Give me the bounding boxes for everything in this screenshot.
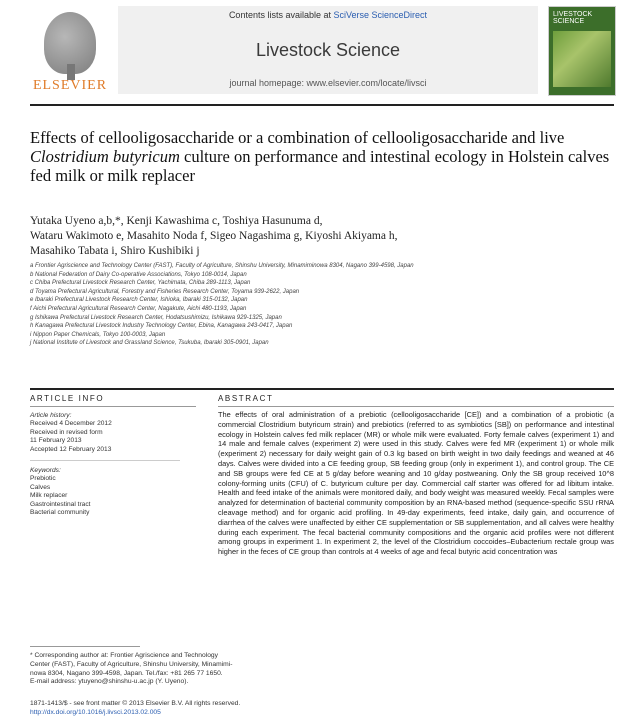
affiliation-item: b National Federation of Dairy Co-operative Associations, Tokyo 108-0014, Japan xyxy=(30,271,247,278)
cover-photo xyxy=(553,31,611,87)
keyword-item: Bacterial community xyxy=(30,509,90,517)
history-item: Received in revised form xyxy=(30,428,103,436)
affiliation-item: f Aichi Prefectural Agricultural Research Center, Nagakute, Aichi 480-1193, Japan xyxy=(30,305,247,312)
abstract-rule xyxy=(218,406,614,407)
affiliation-item: i Nippon Paper Chemicals, Tokyo 100-0003, Japan xyxy=(30,331,166,338)
affiliation-list xyxy=(30,262,614,348)
affiliation-item: a Frontier Agriscience and Technology Center (FAST), Faculty of Agriculture, Shinshu University, Minamiminowa 8304, Nagano 399-4598, Japan xyxy=(30,263,414,269)
email-address[interactable]: E-mail address: ytuyeno@shinshu-u.ac.jp (Y. Uyeno). xyxy=(30,678,189,686)
journal-name: Livestock Science xyxy=(255,40,401,60)
abstract-text: The effects of oral administration of a prebiotic (cellooligosaccharide [CE]) and a combination of a probiotic (a commercial Clostridium butyricum strain) and prebiotics (referred to as symbiotics [SB]) on performance and intestinal ecology in Holstein calves fed milk replacer (MR) or whole milk were evaluated. Forty female calves (experiment 1) and 14 male and female calves (experiment 2) were used in this study. Calves were fed MR (experiment 1) or whole milk (experiment 2) necessary for daily weight gain of 0.3 kg based on birth weight in two daily feedings and weaned at 46 days. Calves were divided into a CE feeding group, SB feeding group (only in experiment 1), and control group. The CE and SB groups were fed CE at 5 g/day before weaning and 10 g/day postweaning. Only the SB group received 10^8 colony-forming units (CFU) of C. butyricum culture per day. Commercial calf starter was offered for ad libitum intake. Health and feed intake of the animals were monitored daily, and body weight was measured weekly. Fecal samples were analyzed for determination of bacterial community composition by an RNA-based method (sequence-specific SSU rRNA cleavage method) and for organic acid profiling. In 49-day experiments, feed intake, daily gain, and occurrence of diarrhea of the calves were unaffected by either CE supplementation or SB supplementation, and all calves were healthy during each experiment. The fecal bacterial community compositions and the organic acid profiles were not different among groups in experiment 1. In experiment 2, the level of the Clostridium coccoides–Eubacterium rectale group was higher in the feces of CE group than controls at 4 weeks of age and fecal butyric acid concentration was xyxy=(218,410,614,557)
title-text-end: culture on performance and intestinal ecology in Holstein calves fed milk or milk replacer xyxy=(30,147,610,185)
affiliation-item: e Ibaraki Prefectural Livestock Research Center, Ishioka, Ibaraki 315-0132, Japan xyxy=(30,297,248,304)
history-item: Accepted 12 February 2013 xyxy=(30,445,112,453)
affiliation-item: h Kanagawa Prefectural Livestock Industry Technology Center, Ebina, Kanagawa 243-0417, Japan xyxy=(30,323,293,330)
elsevier-logo[interactable] xyxy=(30,6,110,94)
affiliation-item: d Toyama Prefectural Agricultural, Forestry and Fisheries Research Center, Toyama 939-2622, Japan xyxy=(30,288,300,295)
journal-banner xyxy=(118,6,538,94)
history-label: Article history: xyxy=(30,412,72,419)
article-title xyxy=(30,128,614,185)
sciencedirect-link[interactable]: SciVerse ScienceDirect xyxy=(333,10,428,20)
author-list xyxy=(30,214,614,259)
doi-link[interactable]: http://dx.doi.org/10.1016/j.livsci.2013.02.005 xyxy=(30,708,161,716)
section-rule xyxy=(30,388,614,390)
affiliation-item: c Chiba Prefectural Livestock Research Center, Yachimata, Chiba 289-1113, Japan xyxy=(30,280,251,287)
header-rule xyxy=(30,104,614,106)
article-info-heading: ARTICLE INFO xyxy=(30,394,105,403)
title-text: Effects of cellooligosaccharide or a combination of cellooligosaccharide and live xyxy=(30,128,565,147)
keyword-item: Calves xyxy=(30,483,51,491)
history-item: Received 4 December 2012 xyxy=(30,420,112,428)
article-info xyxy=(30,412,180,517)
journal-homepage-link[interactable]: journal homepage: www.elsevier.com/locate/livsci xyxy=(229,78,427,88)
corr-line: nowa 8304, Nagano 399-4598, Japan. Tel./fax: +81 265 77 1650. xyxy=(30,669,223,677)
contents-text: Contents lists available at xyxy=(228,10,334,20)
footnote-rule xyxy=(30,646,140,647)
cover-title: LIVESTOCK SCIENCE xyxy=(553,11,593,25)
keywords-label: Keywords: xyxy=(30,467,61,475)
title-italic-text: Clostridium butyricum xyxy=(30,147,180,166)
affiliation-item: g Ishikawa Prefectural Livestock Research Center, Hodatsushimizu, Ishikawa 929-1325, Japan xyxy=(30,314,282,321)
article-info-rule xyxy=(30,406,196,407)
author-line[interactable]: Yutaka Uyeno a,b,*, Kenji Kawashima c, Toshiya Hasunuma d, xyxy=(30,215,323,227)
page-footer xyxy=(30,700,330,718)
corr-line: * Corresponding author at: Frontier Agriscience and Technology xyxy=(30,652,218,659)
issn-line: 1871-1413/$ - see front matter © 2013 Elsevier B.V. All rights reserved. xyxy=(30,700,241,707)
keyword-item: Gastrointestinal tract xyxy=(30,500,91,508)
corresponding-author-note xyxy=(30,652,290,687)
contents-line xyxy=(118,10,538,20)
author-line[interactable]: Wataru Wakimoto e, Masahito Noda f, Sigeo Nagashima g, Kiyoshi Akiyama h, xyxy=(30,230,398,242)
keyword-item: Prebiotic xyxy=(30,475,56,483)
abstract-heading: ABSTRACT xyxy=(218,394,274,403)
publisher-logo-text: ELSEVIER xyxy=(32,78,108,93)
author-line[interactable]: Masahiko Tabata i, Shiro Kushibiki j xyxy=(30,245,200,257)
journal-header xyxy=(30,6,614,100)
corr-line: Center (FAST), Faculty of Agriculture, Shinshu University, Minamimi- xyxy=(30,660,233,668)
keyword-item: Milk replacer xyxy=(30,492,68,500)
history-item: 11 February 2013 xyxy=(30,437,82,445)
affiliation-item: j National Institute of Livestock and Grassland Science, Tsukuba, Ibaraki 305-0901, Japan xyxy=(30,340,269,347)
info-divider xyxy=(30,454,180,461)
journal-cover-image[interactable] xyxy=(548,6,616,96)
